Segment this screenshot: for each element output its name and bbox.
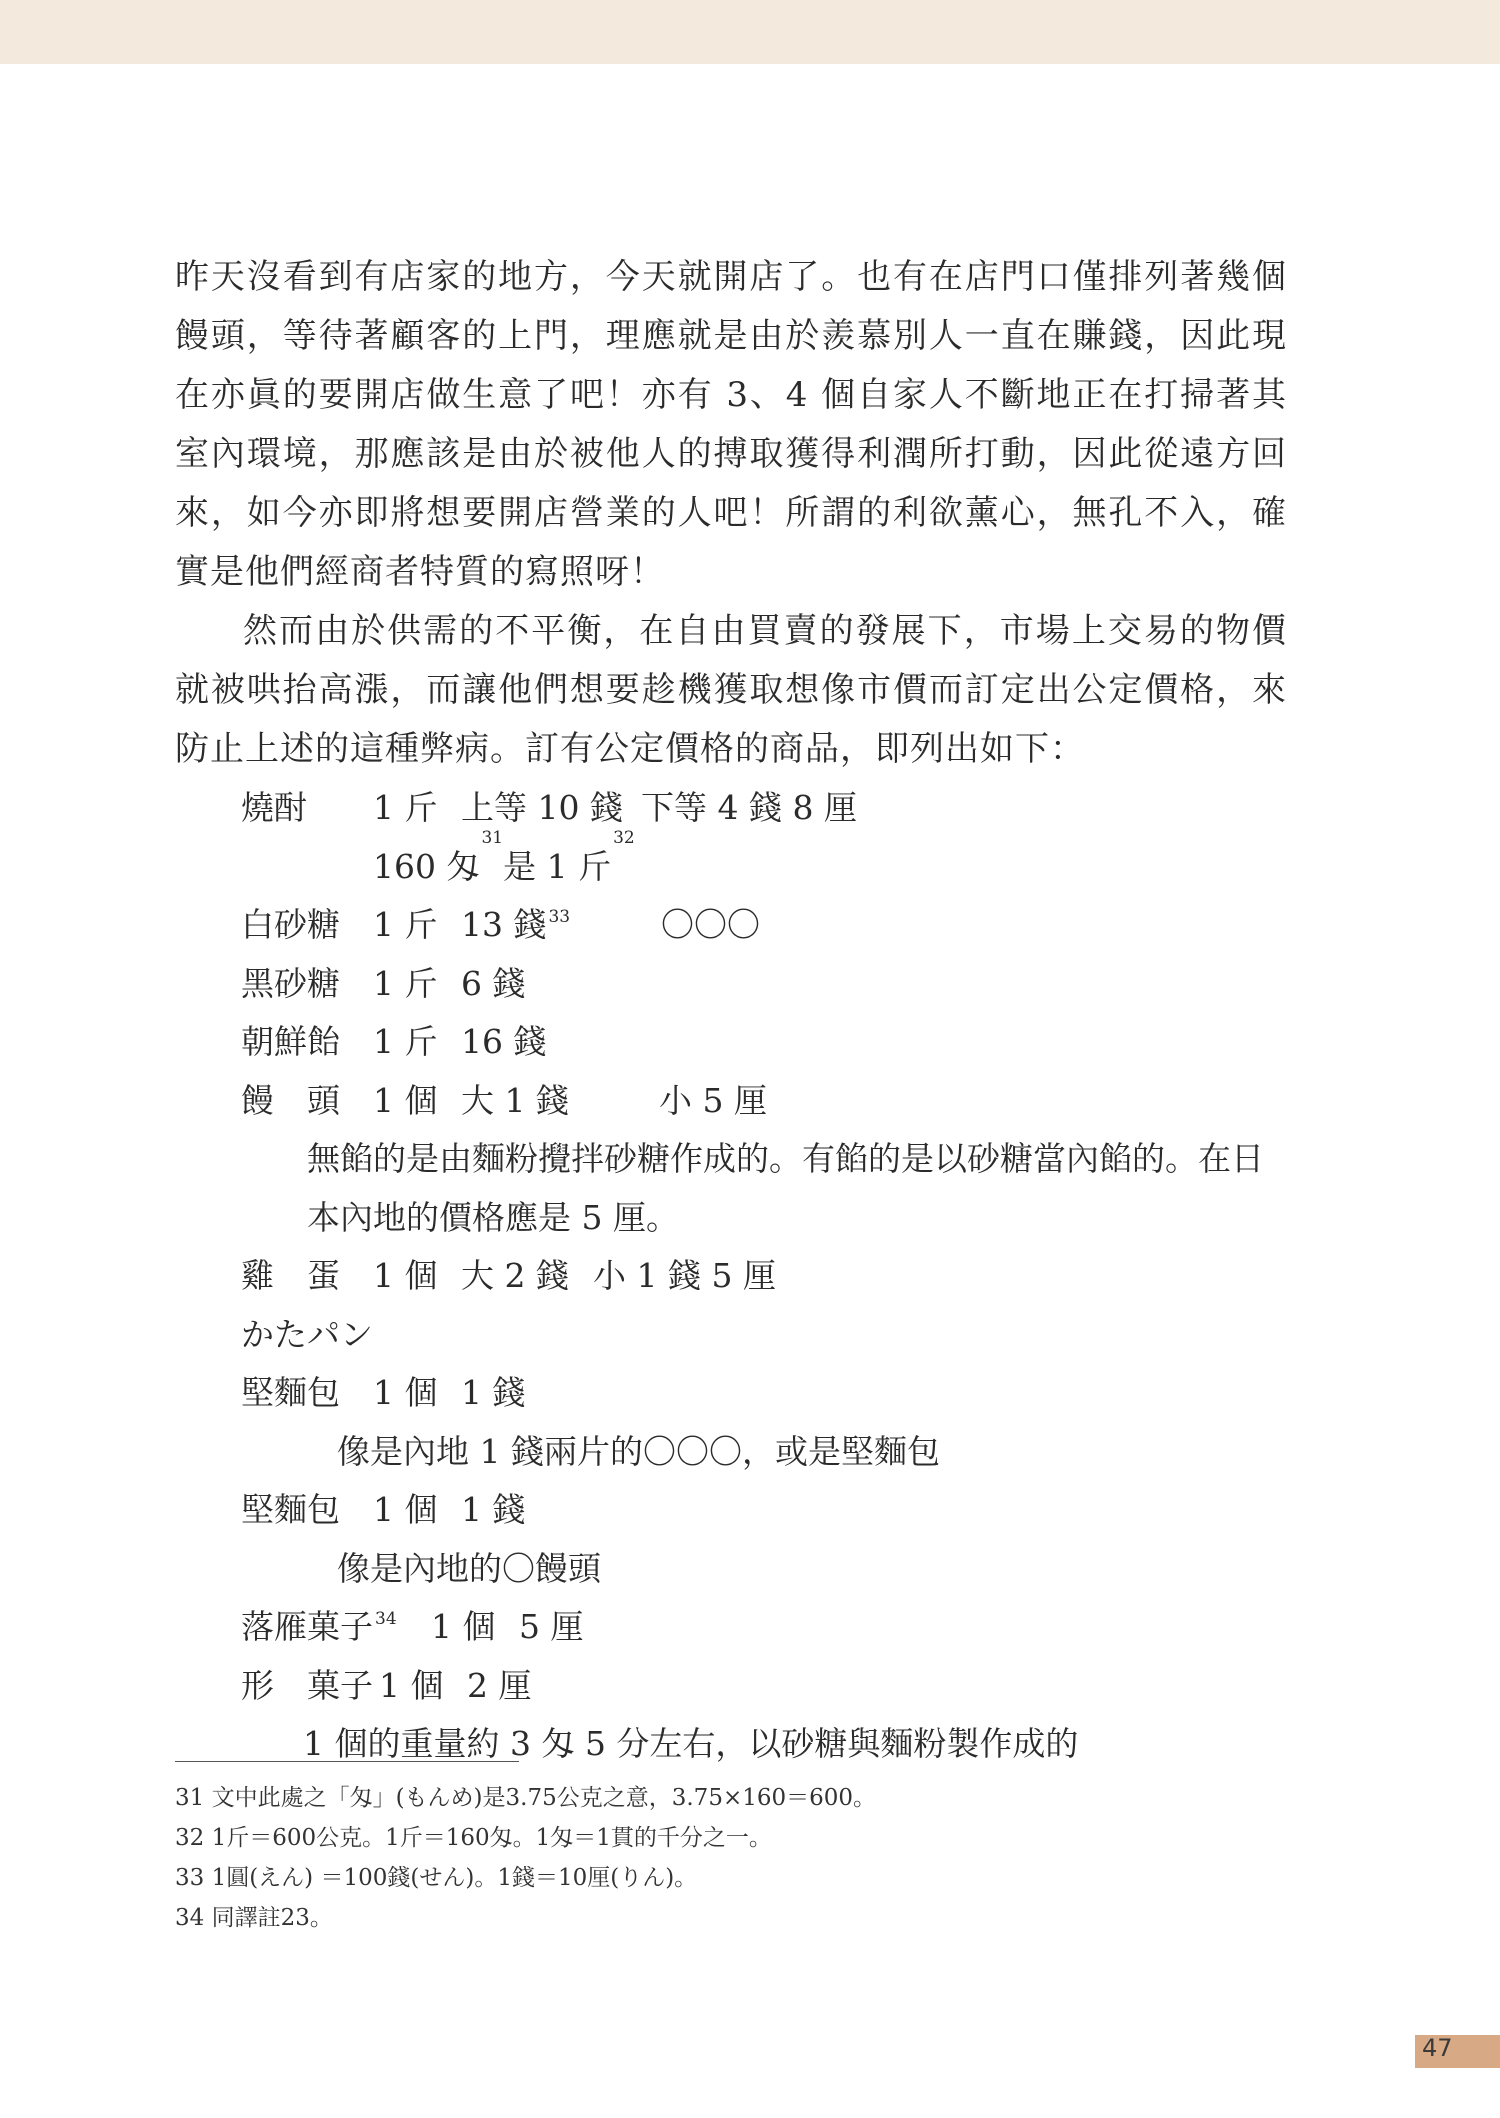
item-qty: 1 斤 — [373, 963, 438, 1003]
item-price-a-wrap — [461, 896, 661, 955]
item-qty: 1 個 — [373, 1373, 438, 1412]
item-qty: 1 斤 — [373, 788, 438, 827]
item-qty: 1 斤 — [373, 905, 438, 944]
item-qty: 1 斤 — [373, 1022, 438, 1061]
item-name: 黑砂糖 — [241, 963, 340, 1003]
item-qty: 1 個 — [431, 1607, 496, 1646]
top-header-band — [0, 0, 1500, 64]
item-price-a: 1 錢 — [461, 1373, 526, 1412]
paragraph-1: 昨天沒看到有店家的地方，今天就開店了。也有在店門口僅排列著幾個饅頭，等待著顧客的上門，理應就是由於羨慕別人一直在賺錢，因此現在亦眞的要開店做生意了吧！亦有 3、4 個自家人不斷地正在打掃著其室內環境，那應該是由於被他人的搏取獲得利潤所打動，因此從遠方回來，如今亦即將想要開店營業的人吧！所謂的利欲薰心，無孔不入，確實是他們經商者特質的寫照呀！ — [175, 257, 1287, 592]
item-price-a: 上等 10 錢 — [461, 788, 623, 827]
item-name: 饅 頭 — [241, 1080, 340, 1120]
item-price-b: 下等 4 錢 8 厘 — [641, 788, 857, 827]
item-name: 形 菓子 — [241, 1665, 373, 1705]
item-qty: 1 個 — [373, 1256, 438, 1295]
footnote-divider — [175, 1761, 519, 1762]
item-black-sugar — [175, 955, 1287, 1014]
footnote-33: 33 1圓(えん) ＝100錢(せん)。1錢＝10厘(りん)。 — [175, 1865, 698, 1891]
item-name: 落雁菓子 — [241, 1607, 373, 1646]
item-name: 朝鮮飴 — [241, 1022, 340, 1061]
paragraph-2: 然而由於供需的不平衡，在自由買賣的發展下，市場上交易的物價就被哄抬高漲，而讓他們想要趁機獲取想像市價而訂定出公定價格，來防止上述的這種弊病。訂有公定價格的商品，即列出如下： — [175, 611, 1287, 769]
item-white-sugar — [175, 896, 1287, 955]
item-price-a: 5 厘 — [519, 1607, 584, 1646]
footnote-ref: 34 — [375, 1609, 397, 1629]
item-hardbread-1 — [175, 1364, 1287, 1423]
item-manju — [175, 1072, 1287, 1131]
item-hardbread-1-note: 像是內地 1 錢兩片的〇〇〇，或是堅麵包 — [337, 1431, 940, 1471]
item-price-b: 小 1 錢 5 厘 — [593, 1256, 776, 1295]
item-qty: 1 個 — [373, 1490, 438, 1529]
item-price-b: 小 5 厘 — [659, 1080, 767, 1120]
item-price-a: 2 厘 — [467, 1665, 532, 1705]
item-shochu — [175, 779, 1287, 838]
item-manju-note: 無餡的是由麵粉攪拌砂糖作成的。有餡的是以砂糖當內餡的。在日本內地的價格應是 5 厘。 — [307, 1139, 1264, 1237]
item-egg — [175, 1247, 1287, 1306]
item-name: 堅麵包 — [241, 1490, 340, 1529]
item-qty: 1 個 — [379, 1665, 444, 1705]
note-text: 是 1 斤 — [503, 846, 612, 886]
item-name: 堅麵包 — [241, 1373, 340, 1412]
item-katapan — [175, 1306, 1287, 1365]
footnote-32: 32 1斤＝600公克。1斤＝160匁。1匁＝1貫的千分之一。 — [175, 1825, 772, 1851]
item-name: 白砂糖 — [241, 905, 340, 944]
footnote-ref: 31 — [481, 827, 504, 848]
item-price-a: 1 錢 — [461, 1490, 526, 1529]
footnote-31: 31 文中此處之「匁」(もんめ)是3.75公克之意，3.75×160＝600。 — [175, 1785, 877, 1811]
page-body — [175, 248, 1287, 1774]
price-list — [175, 779, 1287, 1774]
item-hardbread-2 — [175, 1481, 1287, 1540]
footnote-34: 34 同譯註23。 — [175, 1905, 333, 1931]
item-price-b: 〇〇〇 — [661, 905, 760, 944]
item-shaped-sweets — [175, 1657, 1287, 1716]
item-price-a: 6 錢 — [461, 963, 526, 1003]
note-text: 160 匁 — [373, 846, 480, 886]
item-name: かたパン — [241, 1314, 373, 1354]
item-shochu-note — [175, 827, 1287, 897]
item-price-a: 13 錢 — [461, 905, 547, 944]
footnote-ref: 32 — [613, 827, 635, 848]
item-price-a: 大 1 錢 — [461, 1080, 569, 1120]
item-hardbread-2-note: 像是內地的〇饅頭 — [337, 1548, 601, 1588]
page-number: 47 — [1422, 2034, 1453, 2062]
item-name-wrap — [175, 1598, 431, 1657]
item-name: 雞 蛋 — [241, 1256, 340, 1295]
item-qty: 1 個 — [373, 1080, 438, 1120]
item-price-a: 16 錢 — [461, 1022, 547, 1061]
item-rakugan — [175, 1598, 1287, 1657]
footnotes — [175, 1778, 876, 1938]
item-name: 燒酎 — [241, 788, 307, 827]
item-price-a: 大 2 錢 — [461, 1256, 569, 1295]
footnote-ref: 33 — [548, 907, 571, 927]
item-korean-candy — [175, 1013, 1287, 1072]
item-shaped-note: 1 個的重量約 3 匁 5 分左右，以砂糖與麵粉製作成的 — [303, 1724, 1079, 1763]
